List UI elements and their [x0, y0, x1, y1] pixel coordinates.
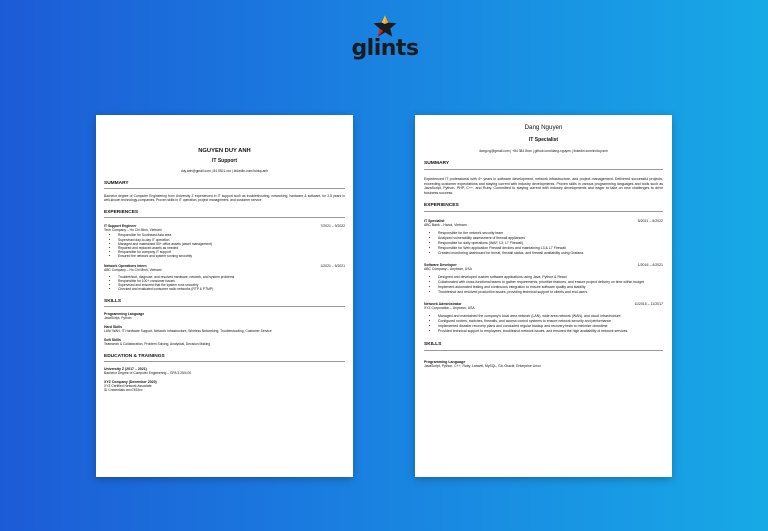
job-bullet: • Responsible for 100+ consumer issues	[118, 279, 345, 283]
job-bullet: • Managed and maintained 50+ office assets (asset management)	[118, 242, 345, 246]
glints-logo	[345, 14, 425, 64]
education-title: University Z (2017 – 2021)	[104, 367, 147, 372]
job-bullet: • Responsible for the network security team	[438, 231, 663, 236]
cv-role: IT Support	[212, 158, 237, 164]
skills-heading: SKILLS	[104, 299, 345, 307]
skills-heading: SKILLS	[424, 342, 663, 351]
cv-page-left	[96, 115, 353, 477]
experiences-heading: EXPERIENCES	[424, 203, 663, 212]
job-bullet: • Managed and maintained the company's local area network (LAN), wide area network (WAN), and cloud infrastructure	[438, 314, 663, 319]
job-bullet: • Ensured the network and system running smoothly	[118, 254, 345, 258]
education-heading: EDUCATION & TRAININGS	[104, 354, 345, 362]
job-dates: 1/2016 – 4/2021	[637, 263, 663, 268]
job-bullet: • Configured routers, switches, firewalls, and access control systems to ensure network security and performance	[438, 319, 663, 324]
job-bullet: • Collaborated with cross-functional teams to gather requirements, prioritize features, and ensure project delivery on time within budget	[438, 280, 663, 285]
education-line: Bachelor Degree of Computer Engineering – GPA 3.25/4.00	[104, 371, 192, 376]
job-title: Software Developer	[424, 263, 457, 268]
job-dates: 7/2021 – 9/2022	[320, 224, 345, 229]
skill-title: Soft Skills	[104, 338, 121, 343]
job-company: ABC Company – Ho Chi Minh, Vietnam	[104, 267, 162, 272]
job-title: IT Specialist	[424, 219, 445, 224]
job-bullet: • Troubleshoot, diagnose, and resolved hardware, network, and system problems	[118, 275, 345, 279]
job-dates: 11/2015 – 11/2017	[634, 302, 663, 307]
job-bullet: • Provided technical support to employees, troubleshot network issues, and ensured the high availability of network services.	[438, 329, 663, 334]
job-bullet: • Implement automated testing and continuous integration to ensure software quality and stability	[438, 285, 663, 290]
education-title: XYZ Company (December 2020)	[104, 380, 157, 385]
skill-value: Teamwork & Collaboration, Problem Solving, Analytical, Decision Making	[104, 342, 211, 347]
education-line: XYZ Certified Network Associate	[104, 384, 152, 389]
summary-heading: SUMMARY	[104, 181, 345, 189]
skill-title: Hard Skills	[104, 325, 123, 330]
job-entry	[104, 224, 345, 258]
skill-title: Programming Language	[424, 360, 466, 365]
cv-role: IT Specialist	[528, 137, 559, 143]
experiences-heading: EXPERIENCES	[104, 210, 345, 218]
skill-value: LAN/ WAN, IT Hardware Support, Network Infrastructure, Wireless Networking, Troubleshooting, Customer Service	[104, 329, 272, 334]
job-company: XYZ Corporation – Anytown, USA	[424, 306, 475, 311]
job-entry	[424, 302, 663, 334]
cv-page-right	[415, 115, 672, 477]
job-bullet: • Responsible for Southeast Asia area	[118, 233, 345, 237]
job-bullet: • Supervised day-to-day IT operation	[118, 238, 345, 242]
job-bullet: • Checked and evaluated consumer radio networks (RTP & PTMP)	[118, 287, 345, 291]
cv-name: Dang Nguyen	[524, 124, 563, 131]
job-title: Network Administrator	[424, 302, 462, 307]
skill-value: JavaScript, Python	[104, 316, 132, 321]
skill-title: Programming Language	[104, 312, 145, 317]
job-bullet: • Designed and developed custom software applications using Java, Python & React	[438, 275, 663, 280]
summary-text: Experienced IT professional with 4+ years in software development, network infrastructure, and project management. Delivered successful projects, exceeding customer expectations and staying current with industry developments. Proven skills in various programming languages and tools such as JavaScript, Python, PHP, C++, and Ruby. Committed to staying current with industry developments and eager to take on new challenges to drive business success.	[424, 177, 663, 195]
job-bullet: • Repaired and replaced assets as needed	[118, 246, 345, 250]
education-line: ID Credentials cmx7493xx	[104, 388, 143, 393]
job-bullet: • Analyzed vulnerability assessment of firewall appliances	[438, 236, 663, 241]
cv-contact: duy.anh@gmail.com | 84.5521.xxx | linkedin.com/in/duy.anh	[180, 169, 269, 173]
job-dates: 5/2021 – 5/2022	[637, 219, 663, 224]
job-entry	[104, 264, 345, 291]
job-entry	[424, 263, 663, 295]
summary-text: Bachelor degree of Computer Engineering from University Z experienced in IT support such as troubleshooting, networking, hardware & software, for 2.5 years in well-known technology-companies. Proven skills in IT operation, project management, and customer service	[104, 194, 345, 203]
job-title: Network Operations Intern	[104, 263, 147, 268]
job-bullet: • Responsible for daily operations (WAF, L3, L7 Firewall)	[438, 241, 663, 246]
glints-wordmark: glints	[351, 36, 419, 61]
job-dates: 1/2021 – 5/2021	[320, 263, 345, 268]
job-company: ABC Bank – Hanoi, Vietnam	[424, 223, 467, 228]
job-bullet: • Supervised and ensured that the system runs smoothly	[118, 283, 345, 287]
job-bullet: • Implemented disaster recovery plans and conducted regular backup and recovery tests to minimize downtime	[438, 324, 663, 329]
job-bullet: • Responsible for company IT support	[118, 250, 345, 254]
cv-name: NGUYEN DUY ANH	[198, 148, 251, 154]
job-bullet: • Troubleshot and resolved production issues, providing technical support to clients and end-users	[438, 290, 663, 295]
job-title: IT Support Engineer	[104, 224, 137, 229]
star-icon	[372, 14, 398, 38]
summary-heading: SUMMARY	[424, 161, 663, 170]
skill-value: JavaScript, Python, C++, Ruby, Laravel, MySQL, Git, Oracle, Enterprise Linux	[424, 364, 541, 369]
job-company: Tech Company – Ho Chi Minh, Vietnam	[104, 228, 162, 233]
job-entry	[424, 219, 663, 256]
job-bullet: • Responsible for Web application Firewall devices and maintaining L3 & L7 Firewall	[438, 246, 663, 251]
job-bullet: • Created monitoring dashboard for threat, firewall status, and firewall availability using Grafana	[438, 251, 663, 256]
cv-contact: dang.ng@gmail.com | +84 384 8xxx | github.com/dang-nguyen | linkedin.com/in/duy.anh	[479, 149, 608, 153]
job-company: ABC Company – Anytown, USA	[424, 267, 472, 272]
